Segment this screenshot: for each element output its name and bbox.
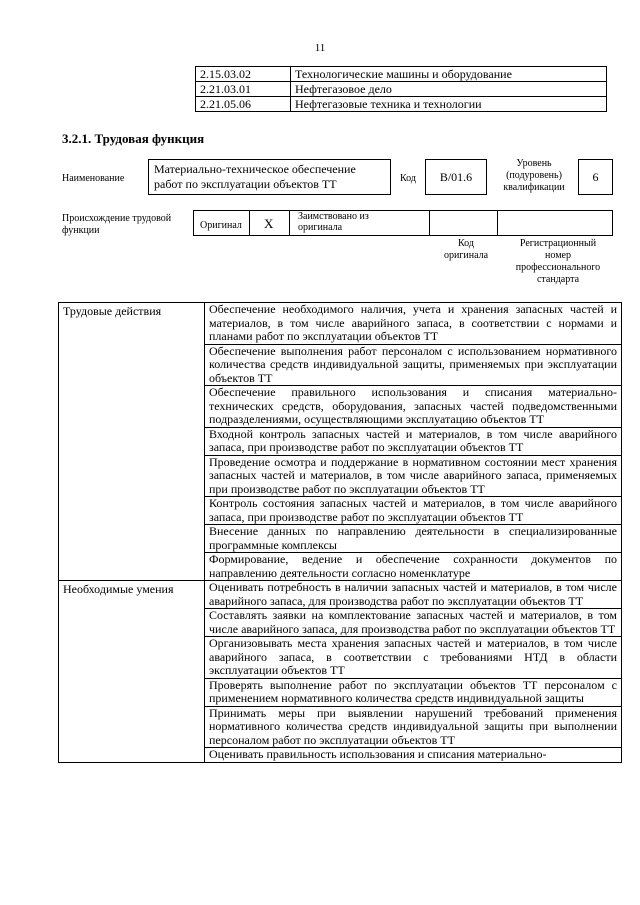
category-required-skills: Необходимые умения xyxy=(59,581,205,763)
list-item: Обеспечение выполнения работ персоналом с использованием нормативного количества средств индивидуальной защиты, применяемых при эксплуатации объектов ТТ xyxy=(205,344,622,386)
original-code-caption: Код оригинала xyxy=(443,238,489,261)
list-item: Внесение данных по направлению деятельности в специализированные программные комплексы xyxy=(205,525,622,553)
code-name-cell: Нефтегазовое дело xyxy=(291,82,607,97)
section-title: 3.2.1. Трудовая функция xyxy=(62,131,205,146)
origin-row xyxy=(193,210,613,236)
list-item: Проверять выполнение работ по эксплуатации объектов ТТ персоналом с применением нормативного количества средств индивидуальной защиты xyxy=(205,678,622,706)
list-item: Оценивать правильность использования и списания материально- xyxy=(205,748,622,763)
origin-cell-code xyxy=(430,211,498,235)
function-code-value: B/01.6 xyxy=(425,159,487,195)
table-row xyxy=(196,67,607,82)
level-value: 6 xyxy=(578,159,613,195)
codes-table xyxy=(195,66,607,112)
code-cell: 2.21.03.01 xyxy=(196,82,291,97)
table-row xyxy=(59,581,622,609)
table-row xyxy=(196,82,607,97)
list-item: Составлять заявки на комплектование запасных частей и материалов, в том числе аварийного запаса, для производства работ по эксплуатации объектов ТТ xyxy=(205,609,622,637)
list-item: Обеспечение необходимого наличия, учета и хранения запасных частей и материалов, в том числе аварийного запаса, в соответствии с нормами и планами работ по эксплуатации объектов ТТ xyxy=(205,303,622,345)
list-item: Обеспечение правильного использования и списания материально-технических средств, оборудования, запасных частей подведомственными подразделениями, осуществляющими эксплуатацию объектов ТТ xyxy=(205,386,622,428)
original-mark: X xyxy=(264,216,274,231)
table-row xyxy=(196,97,607,112)
list-item: Принимать меры при выявлении нарушений требований применения нормативного количества средств индивидуальной защиты при выполнении персоналом работ по эксплуатации объектов ТТ xyxy=(205,706,622,748)
borrowed-label: Заимствовано из оригинала xyxy=(298,211,369,233)
original-label: Оригинал xyxy=(200,220,242,231)
name-label: Наименование xyxy=(62,173,125,184)
function-name-value: Материально-техническое обеспечение работ по эксплуатации объектов ТТ xyxy=(148,159,391,195)
code-name-cell: Нефтегазовые техника и технологии xyxy=(291,97,607,112)
list-item: Организовывать места хранения запасных частей и материалов, в том числе аварийного запаса, в соответствии с требованиями НТД в области эксплуатации объектов ТТ xyxy=(205,637,622,679)
origin-label: Происхождение трудовой функции xyxy=(62,213,172,236)
list-item: Оценивать потребность в наличии запасных частей и материалов, в том числе аварийного запаса, для производства работ по эксплуатации объектов ТТ xyxy=(205,581,622,609)
code-label: Код xyxy=(400,173,416,184)
list-item: Проведение осмотра и поддержание в нормативном состоянии мест хранения запасных частей и материалов, в том числе аварийного запаса, применяемых при производстве работ по эксплуатации объектов ТТ xyxy=(205,455,622,497)
level-label: Уровень (подуровень) квалификации xyxy=(503,158,565,193)
function-details-table xyxy=(58,302,622,763)
reg-number-caption: Регистрационный номер профессионального стандарта xyxy=(515,238,601,285)
table-row xyxy=(59,303,622,345)
page-number: 11 xyxy=(314,42,326,54)
list-item: Формирование, ведение и обеспечение сохранности документов по направлению деятельности согласно номенклатуре xyxy=(205,553,622,581)
code-cell: 2.15.03.02 xyxy=(196,67,291,82)
code-cell: 2.21.05.06 xyxy=(196,97,291,112)
code-name-cell: Технологические машины и оборудование xyxy=(291,67,607,82)
list-item: Входной контроль запасных частей и материалов, в том числе аварийного запаса, при производстве работ по эксплуатации объектов ТТ xyxy=(205,427,622,455)
category-labor-actions: Трудовые действия xyxy=(59,303,205,581)
list-item: Контроль состояния запасных частей и материалов, в том числе аварийного запаса, при производстве работ по эксплуатации объектов ТТ xyxy=(205,497,622,525)
